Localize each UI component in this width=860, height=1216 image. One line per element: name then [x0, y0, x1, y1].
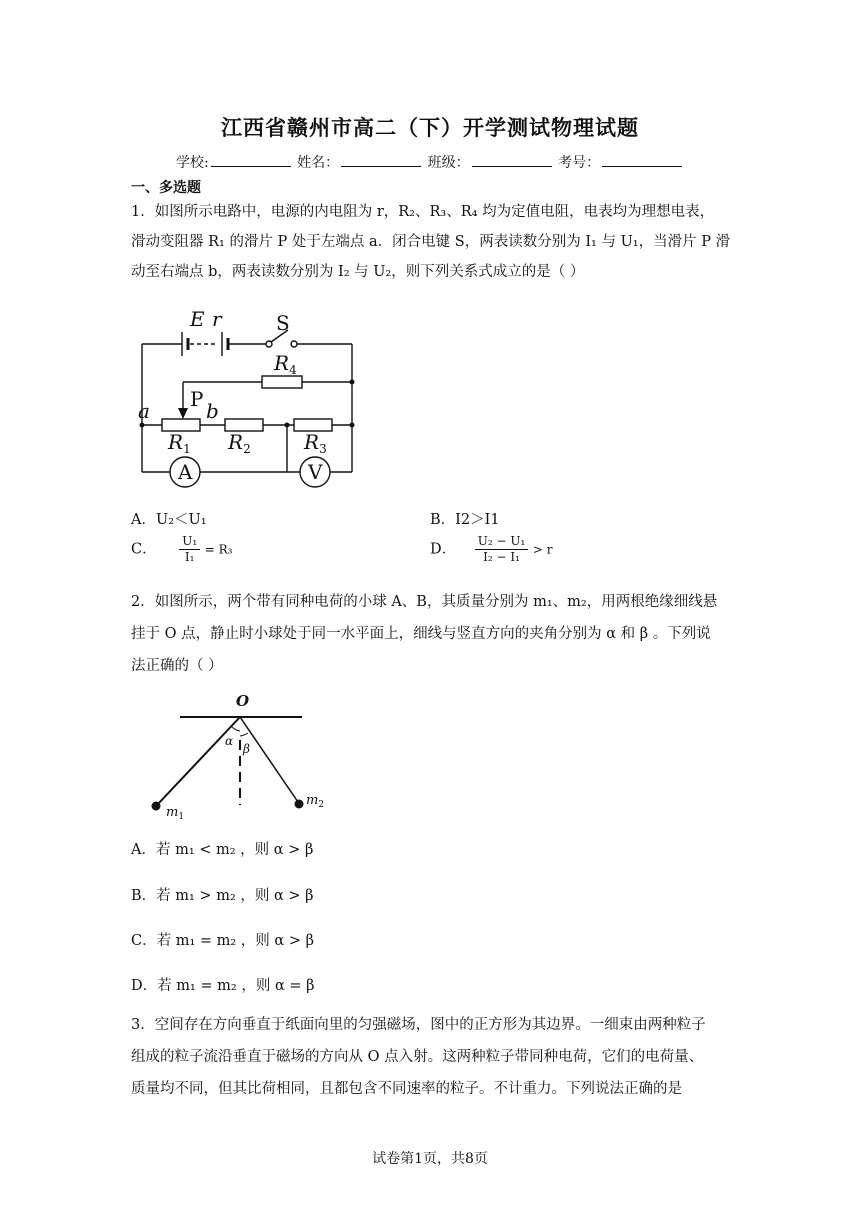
school-blank — [211, 154, 291, 167]
section-heading: 一、多选题 — [131, 180, 201, 196]
q1-line-3: 动至右端点 b，两表读数分别为 I₂ 与 U₂，则下列关系式成立的是（ ） — [131, 264, 585, 280]
exam-no-label: 考号： — [558, 155, 601, 171]
ball-m1 — [152, 802, 161, 811]
label-r: r — [212, 307, 222, 331]
q2-line-2: 挂于 O 点，静止时小球处于同一水平面上，细线与竖直方向的夹角分别为 α 和 β 。下列说 — [131, 626, 711, 642]
name-label: 姓名： — [297, 155, 340, 171]
question-1-stem — [131, 197, 731, 287]
exam-no-blank — [602, 154, 682, 167]
q2-option-d: D．若 m₁ = m₂ ，则 α = β — [131, 978, 315, 994]
ball-m2 — [295, 800, 304, 809]
exam-title: 江西省赣州市高二（下）开学测试物理试题 — [221, 115, 639, 140]
school-label: 学校: — [176, 155, 209, 171]
q3-line-3: 质量均不同，但其比荷相同，且都包含不同速率的粒子。不计重力。下列说法正确的是 — [131, 1081, 682, 1097]
q1-line-2: 滑动变阻器 R₁ 的滑片 P 处于左端点 a．闭合电键 S，两表读数分别为 I₁ 与 U₁，当滑片 P 滑 — [131, 234, 731, 250]
label-E: E — [190, 307, 205, 331]
label-S: S — [276, 311, 290, 335]
label-R1: $R_1$ — [168, 430, 191, 456]
label-alpha: α — [225, 734, 234, 748]
q2-option-b: B．若 m₁ > m₂ ，则 α > β — [131, 888, 314, 904]
class-blank — [472, 154, 552, 167]
label-R2: $R_2$ — [228, 430, 251, 456]
q3-line-2: 组成的粒子流沿垂直于磁场的方向从 O 点入射。这两种粒子带同种电荷，它们的电荷量、 — [131, 1049, 704, 1065]
name-blank — [341, 154, 421, 167]
question-3-stem — [131, 1009, 731, 1105]
question-2-stem — [131, 586, 731, 682]
q2-option-c: C．若 m₁ = m₂ ，则 α > β — [131, 933, 314, 949]
voltmeter-label: V — [308, 460, 323, 484]
circuit-diagram — [130, 300, 370, 495]
page-footer: 试卷第1页，共8页 — [372, 1151, 488, 1167]
label-R4: $R_4$ — [274, 351, 297, 377]
label-P: P — [190, 387, 204, 411]
student-info-line — [176, 152, 684, 172]
label-a: a — [138, 399, 150, 423]
pendulum-diagram — [140, 690, 340, 820]
label-b: b — [206, 399, 219, 423]
label-O: O — [236, 692, 250, 710]
q1-option-a: A．U₂＜U₁ — [131, 512, 207, 528]
q1-option-c: C． $\frac{\text{U₁}}{\text{I₁}}$ = R₃ — [131, 534, 233, 564]
q2-line-3: 法正确的（ ） — [131, 658, 223, 674]
q1-option-b: B．I2＞I1 — [430, 512, 500, 528]
class-label: 班级： — [427, 155, 470, 171]
q3-line-1: 3．空间存在方向垂直于纸面向里的匀强磁场，图中的正方形为其边界。一细束由两种粒子 — [131, 1017, 706, 1033]
q1-line-1: 1．如图所示电路中，电源的内电阻为 r，R₂、R₃、R₄ 均为定值电阻，电表均为理想电表， — [131, 204, 715, 220]
q2-option-a: A．若 m₁ < m₂ ，则 α > β — [131, 842, 314, 858]
q1-option-d: D． $\frac{\text{U₂ − U₁}}{\text{I₂ − I₁}}$ > r — [430, 534, 553, 564]
slider-arrow-icon — [178, 408, 188, 419]
label-R3: $R_3$ — [304, 430, 327, 456]
q2-line-1: 2．如图所示，两个带有同种电荷的小球 A、B，其质量分别为 m₁、m₂，用两根绝缘细线悬 — [131, 594, 718, 610]
label-m1: $m_1$ — [166, 805, 185, 820]
label-beta: β — [243, 742, 250, 756]
label-m2: $m_2$ — [306, 793, 325, 810]
ammeter-label: A — [178, 460, 193, 484]
